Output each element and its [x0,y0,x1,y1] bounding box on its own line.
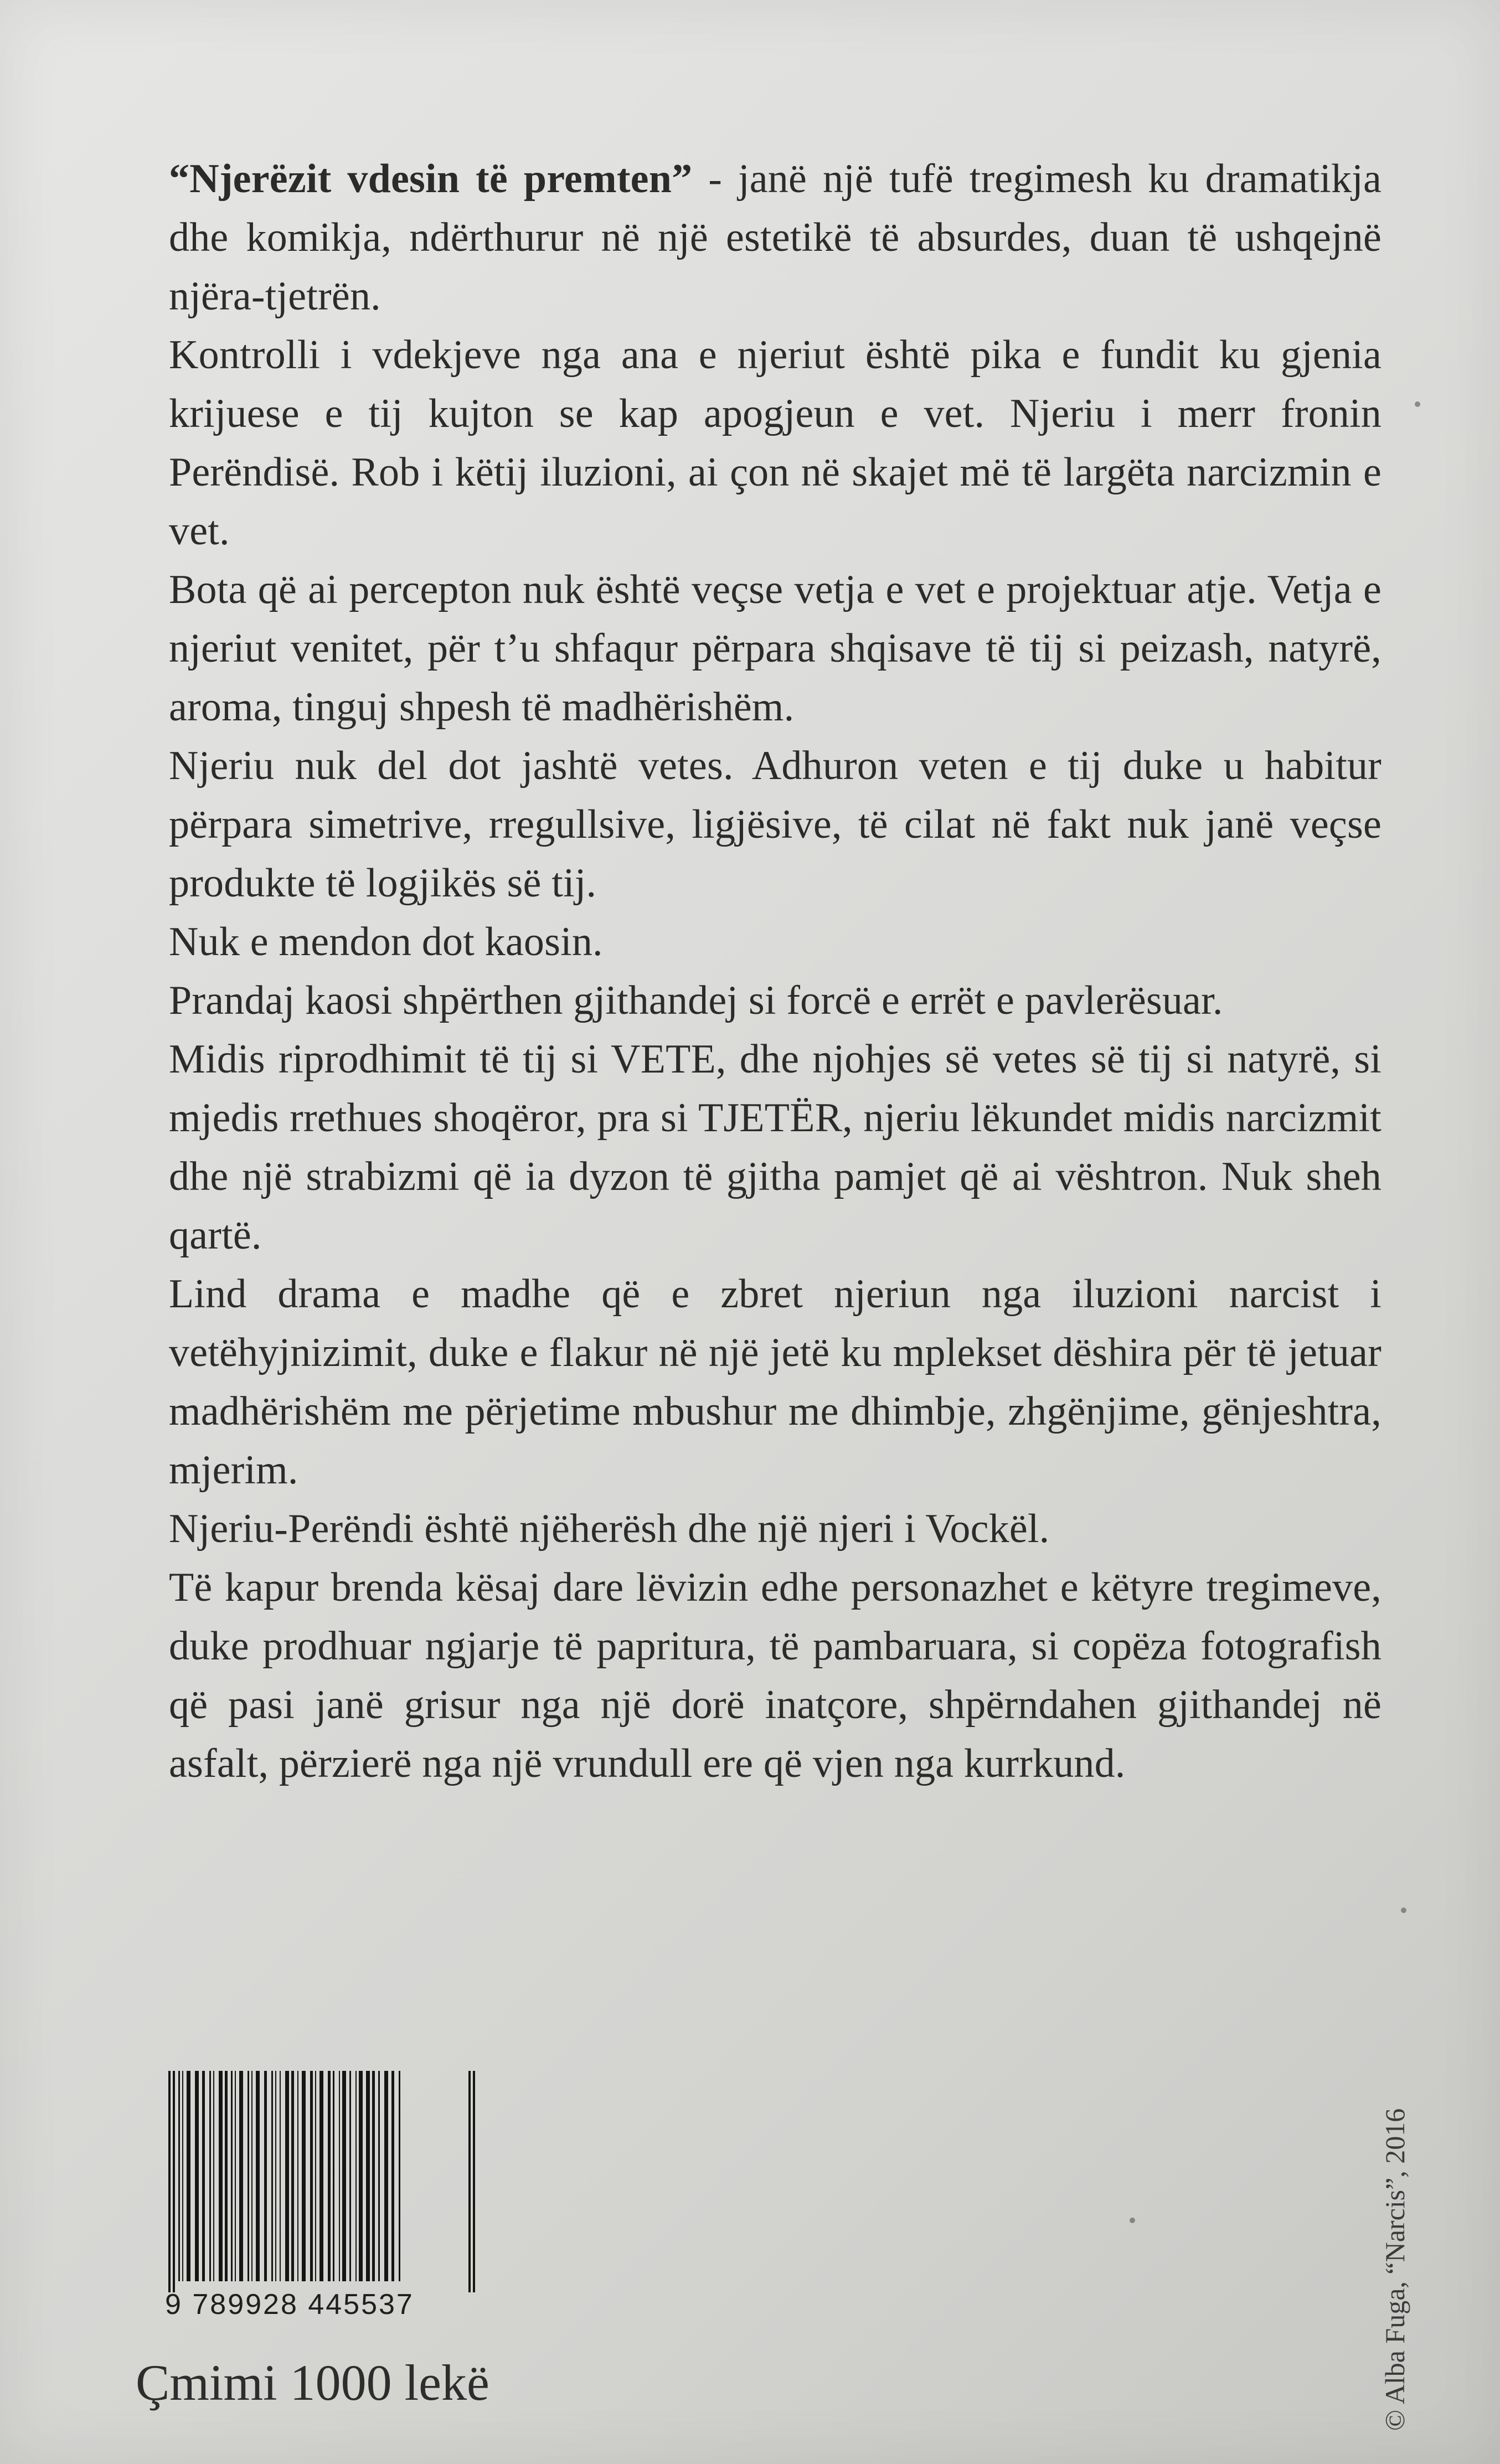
barcode-bar [339,2071,340,2281]
blurb-paragraph: Të kapur brenda kësaj dare lëvizin edhe personazhet e këtyre tregimeve, duke prodhuar ngjarje të papritura, të pambaruara, si copëza fotografish që pasi janë grisur nga një dorë inatçore, shpërndahen gjithandej në asfalt, përzierë nga një vrundull ere që vjen nga kurrkund. [169,1565,1382,1786]
barcode-bar [355,2071,357,2281]
paper-speck [1401,1908,1406,1913]
barcode-bar [378,2071,380,2281]
barcode-bar [231,2071,233,2281]
barcode-bar [225,2071,228,2281]
paper-speck [1130,2218,1135,2223]
barcode-bar [256,2071,260,2281]
barcode-bars [165,2071,486,2292]
barcode-bar [310,2071,313,2281]
barcode-bar [264,2071,267,2281]
barcode-bar [297,2071,298,2281]
blurb-paragraph: Njeriu-Perëndi është njëherësh dhe një njeri i Vockël. [169,1506,1050,1551]
barcode-bar [319,2071,323,2281]
barcode-bar [213,2071,214,2281]
barcode-bar [219,2071,223,2281]
barcode-bar [315,2071,316,2281]
barcode-bar [349,2071,351,2281]
barcode-bar [178,2071,180,2281]
barcode-bar [468,2071,471,2292]
copyright-credit: © Alba Fuga, “Narcis”, 2016 [1379,2108,1410,2431]
barcode-bar [239,2071,243,2281]
isbn-barcode [165,2071,486,2326]
barcode-bar [235,2071,236,2281]
barcode-bar [248,2071,249,2281]
barcode-bar [251,2071,252,2281]
barcode-bar [366,2071,370,2281]
isbn-digits: 9 789928 445537 [165,2288,414,2321]
barcode-bar [209,2071,211,2281]
barcode-bar [271,2071,273,2281]
back-cover-blurb [169,150,1382,1793]
blurb-paragraph: Bota që ai percepton nuk është veçse vetja e vet e projektuar atje. Vetja e njeriut venitet, për t’u shfaqur përpara shqisave të tij si peizash, natyrë, aroma, tinguj shpesh të madhërishëm. [169,567,1382,730]
lead-text: - janë një tufë tregimesh ku dramatikja dhe komikja, ndërthurur në një estetikë të absurdes, duan të ushqejnë njëra-tjetrën. [169,156,1382,319]
barcode-bar [328,2071,331,2281]
blurb-paragraph: Kontrolli i vdekjeve nga ana e njeriut është pika e fundit ku gjenia krijuese e tij kujton se kap apogjeun e vet. Njeriu i merr fronin Perëndisë. Rob i këtij iluzioni, ai çon në skajet më të largëta narcizmin e vet. [169,332,1382,554]
blurb-paragraph: Lind drama e madhe që e zbret njeriun nga iluzioni narcist i vetëhyjnizimit, duke e flakur në një jetë ku mplekset dëshira për të jetuar madhërishëm me përjetime mbushur me dhimbje, zhgënjime, gënjeshtra, mjerim. [169,1271,1382,1493]
blurb-lead-paragraph [169,150,1382,326]
barcode-bar [359,2071,363,2281]
barcode-bar [384,2071,388,2281]
barcode-bar [391,2071,394,2281]
barcode-bar [302,2071,306,2281]
blurb-paragraph: Nuk e mendon dot kaosin. [169,919,603,965]
blurb-paragraph: Midis riprodhimit të tij si VETE, dhe njohjes së vetes së tij si natyrë, si mjedis rrethues shoqëror, pra si TJETËR, njeriu lëkundet midis narcizmit dhe një strabizmi që ia dyzon të gjitha pamjet që ai vështron. Nuk sheh qartë. [169,1037,1382,1258]
barcode-bar [173,2071,175,2292]
book-title-quote: “Njerëzit vdesin të premten” [169,156,693,202]
paper-speck [1415,401,1420,407]
barcode-bar [202,2071,205,2281]
barcode-bar [399,2071,400,2281]
barcode-bar [182,2071,183,2281]
barcode-bar [275,2071,276,2281]
blurb-paragraph: Njeriu nuk del dot jashtë vetes. Adhuron veten e tij duke u habitur përpara simetrive, rregullsive, ligjësive, të cilat në fakt nuk janë veçse produkte të logjikës së tij. [169,743,1382,906]
barcode-bar [280,2071,281,2281]
barcode-bar [195,2071,199,2281]
barcode-bar [285,2071,289,2281]
blurb-paragraph: Prandaj kaosi shpërthen gjithandej si forcë e errët e pavlerësuar. [169,978,1223,1023]
barcode-bar [333,2071,334,2281]
price-label: Çmimi 1000 lekë [136,2354,489,2411]
barcode-bar [291,2071,294,2281]
barcode-bar [187,2071,190,2281]
barcode-bar [473,2071,475,2292]
barcode-bar [342,2071,346,2281]
barcode-bar [372,2071,375,2281]
barcode-bar [168,2071,171,2292]
